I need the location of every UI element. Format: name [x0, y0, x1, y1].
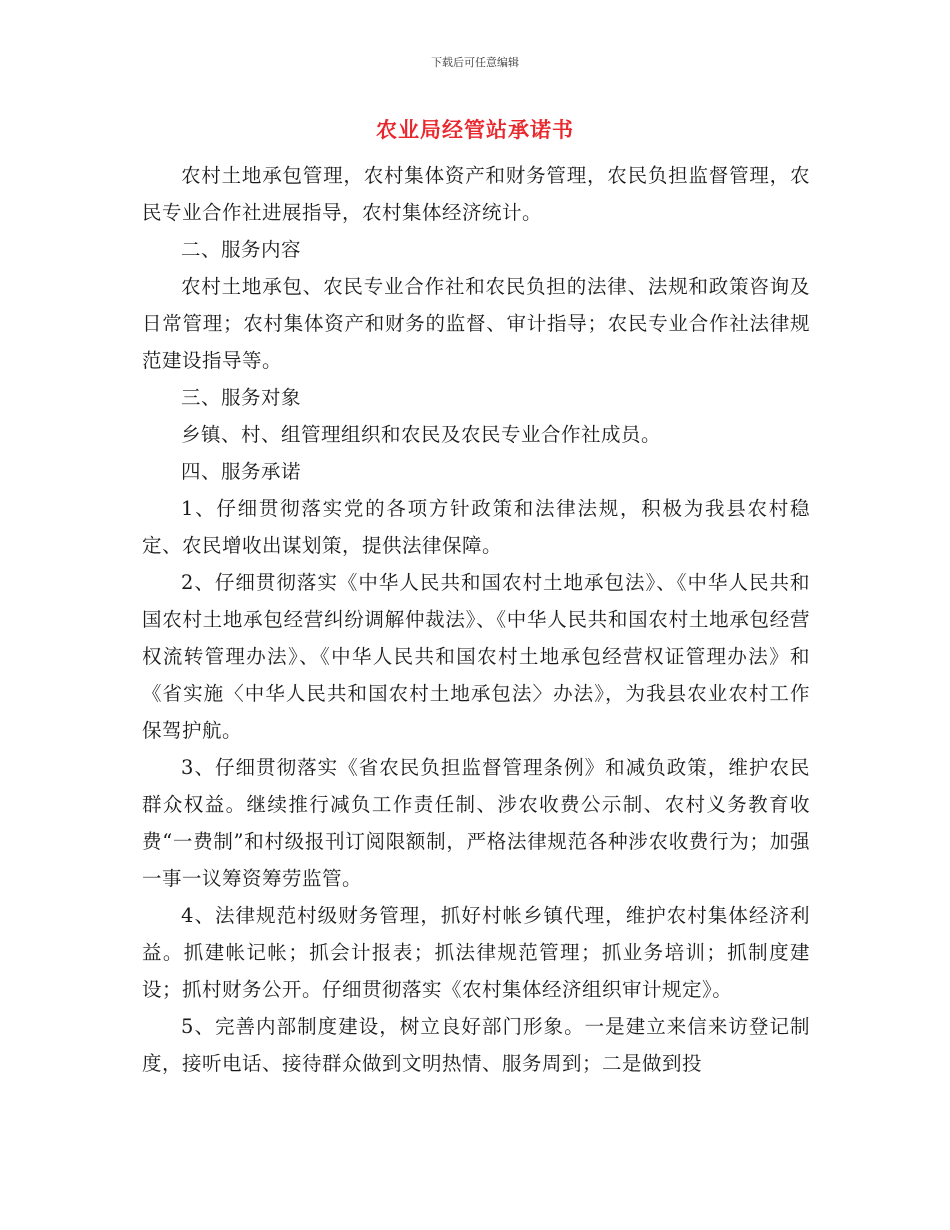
document-body [142, 157, 810, 1082]
page-header: 下载后可任意编辑 [431, 56, 519, 69]
section-heading: 二、服务内容 [181, 238, 302, 261]
section-heading: 三、服务对象 [181, 386, 302, 409]
document-title: 农业局经管站承诺书 [376, 118, 574, 142]
paragraph: 1、仔细贯彻落实党的各项方针政策和法律法规，积极为我县农村稳定、农民增收出谋划策，提供法律保障。 [142, 497, 810, 557]
paragraph: 乡镇、村、组管理组织和农民及农民专业合作社成员。 [181, 423, 662, 446]
paragraph: 农村土地承包管理，农村集体资产和财务管理，农民负担监督管理，农民专业合作社进展指导，农村集体经济统计。 [142, 164, 810, 224]
section-heading: 四、服务承诺 [181, 460, 302, 483]
paragraph: 2、仔细贯彻落实《中华人民共和国农村土地承包法》、《中华人民共和国农村土地承包经营纠纷调解仲裁法》、《中华人民共和国农村土地承包经营权流转管理办法》、《中华人民共和国农村土地承包经营权证管理办法》和《省实施〈中华人民共和国农村土地承包法〉办法》，为我县农业农村工作保驾护航。 [142, 571, 810, 742]
paragraph: 农村土地承包、农民专业合作社和农民负担的法律、法规和政策咨询及日常管理；农村集体资产和财务的监督、审计指导；农民专业合作社法律规范建设指导等。 [142, 275, 810, 372]
paragraph: 3、仔细贯彻落实《省农民负担监督管理条例》和减负政策，维护农民群众权益。继续推行减负工作责任制、涉农收费公示制、农村义务教育收费“一费制”和村级报刊订阅限额制，严格法律规范各种涉农收费行为；加强一事一议筹资筹劳监管。 [142, 756, 810, 890]
paragraph: 4、法律规范村级财务管理，抓好村帐乡镇代理，维护农村集体经济利益。抓建帐记帐；抓会计报表；抓法律规范管理；抓业务培训；抓制度建设；抓村财务公开。仔细贯彻落实《农村集体经济组织审计规定》。 [142, 904, 810, 1001]
paragraph: 5、完善内部制度建设，树立良好部门形象。一是建立来信来访登记制度，接听电话、接待群众做到文明热情、服务周到；二是做到投 [142, 1015, 810, 1075]
